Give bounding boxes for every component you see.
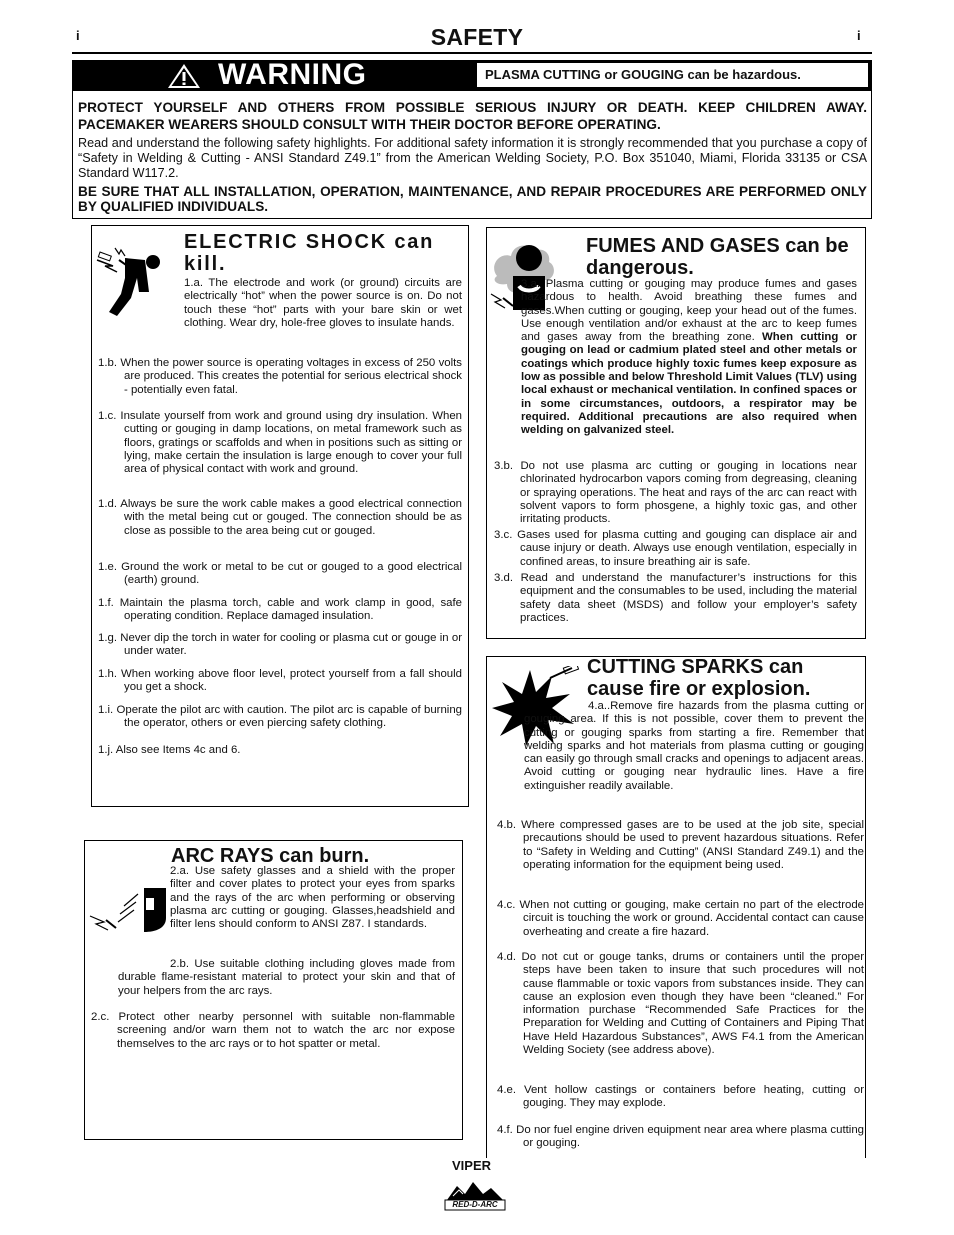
electric-item-1b: 1.b. When the power source is operating voltages in excess of 250 volts are produced. This creates the potential for serious electrical shock - potentially even fatal.: [98, 357, 462, 396]
sparks-item-4f: 4.f. Do nor fuel engine driven equipment near area where plasma cutting or gouging.: [497, 1124, 864, 1150]
electric-item-1h: 1.h. When working above floor level, protect yourself from a fall should you get a shock.: [98, 668, 462, 694]
sparks-item-4d: 4.d. Do not cut or gouge tanks, drums or containers until the proper steps have been taken to insure that such procedures will not cause flammable or toxic vapors from substances inside. They can cause an explosion even though they have been “cleaned.” For information purchase “Recommended Safe Practices for the Preparation for Welding and Cutting of Containers and Piping That Have Held Hazardous Substances”, AWS F4.1 from the American Welding Society (see address above).: [497, 951, 864, 1057]
fumes-item-3a-text: 3.a. Plasma cutting or gouging may produce fumes and gases hazardous to health. Avoid breathing these fumes and gases.When cutting or gouging, keep your head out of the fumes. Use enough ventilation and/or exhaust at the arc to keep fumes and gases away from the breathing zone.: [521, 278, 857, 344]
fumes-item-3d: 3.d. Read and understand the manufacturer’s instructions for this equipment and the consumables to be used, including the material safety data sheet (MSDS) and follow your employer’s safety practices.: [494, 572, 857, 624]
fumes-item-3a-bold: When cutting or gouging on lead or cadmium plated steel and other metals or coatings which produce highly toxic fumes keep exposure as low as possible and below Threshold Limit Values (TLV) using local exhaust or mechanical ventilation. In confined spaces or in some circumstances, outdoors, a respirator may be required. Additional precautions are also required when welding on galvanized steel.: [521, 331, 857, 437]
electric-shock-heading: ELECTRIC SHOCK can kill.: [184, 231, 435, 275]
electric-item-1g: 1.g. Never dip the torch in water for cooling or plasma cut or gouge in or under water.: [98, 632, 462, 658]
page-number-left: i: [76, 28, 80, 43]
logo-text: RED-D-ARC: [452, 1200, 498, 1209]
fumes-heading: FUMES AND GASES can be dangerous.: [586, 235, 849, 279]
red-d-arc-logo: [443, 1176, 507, 1212]
page-title: SAFETY: [430, 24, 524, 50]
footer-model: VIPER: [452, 1158, 492, 1173]
warning-triangle-icon: [167, 63, 201, 89]
sparks-item-4b: 4.b. Where compressed gases are to be used at the job site, special precautions should be used to prevent hazardous situations. Refer to “Safety in Welding and Cutting” (ANSI Standard Z49.1) and the operating information for the equipment being used.: [497, 819, 864, 871]
electric-item-1a: 1.a. The electrode and work (or ground) circuits are electrically “hot” when the power source is on. Do not touch these “hot” parts with your bare skin or wet clothing. Wear dry, hole-free gloves to insulate hands.: [184, 277, 462, 329]
arc-item-2b: 2.b. Use suitable clothing including gloves made from durable flame-resistant material to protect your skin and that of your helpers from the arc rays.: [118, 958, 455, 997]
warning-paragraph-bold-3: BE SURE THAT ALL INSTALLATION, OPERATION, MAINTENANCE, AND REPAIR PROCEDURES ARE PERFORMED ONLY BY QUALIFIED INDIVIDUALS.: [78, 184, 867, 214]
fumes-item-3c: 3.c. Gases used for plasma cutting and gouging can displace air and cause injury or death. Always use enough ventilation, especially in confined areas, to insure breathing air is safe.: [494, 529, 857, 568]
sparks-item-4a: 4.a..Remove fire hazards from the plasma cutting or gouging area. If this is not possible, cover them to prevent the cutting or gouging sparks from starting a fire. Remember that welding sparks and hot materials from plasma cutting or gouging can easily go through small cracks and openings to adjacent areas. Avoid cutting or gouging near hydraulic lines. Have a fire extinguisher readily available.: [524, 700, 864, 792]
arc-rays-icon: [88, 884, 170, 946]
warning-word: WARNING: [218, 58, 367, 91]
electric-shock-icon: [95, 240, 175, 320]
fumes-item-3b: 3.b. Do not use plasma arc cutting or gouging in locations near chlorinated hydrocarbon vapors coming from degreasing, cleaning or spraying operations. The heat and rays of the arc can react with solvent vapors to form phosgene, a highly toxic gas, and other irritating products.: [494, 460, 857, 526]
sparks-item-4c: 4.c. When not cutting or gouging, make certain no part of the electrode circuit is touching the work or ground. Accidental contact can cause overheating and create a fire hazard.: [497, 899, 864, 938]
fumes-item-3a: [521, 278, 857, 438]
arc-item-2c: 2.c. Protect other nearby personnel with suitable non-flammable screening and/or warn them not to watch the arc nor expose themselves to the arc rays or to hot spatter or metal.: [91, 1011, 455, 1050]
electric-item-1f: 1.f. Maintain the plasma torch, cable and work clamp in good, safe operating condition. Replace damaged insulation.: [98, 597, 462, 623]
electric-item-1j: 1.j. Also see Items 4c and 6.: [98, 744, 241, 756]
page-number-right: i: [857, 28, 861, 43]
warning-paragraph-2: Read and understand the following safety highlights. For additional safety information it is strongly recommended that you purchase a copy of “Safety in Welding & Cutting - ANSI Standard Z49.1” from the American Welding Society, P.O. Box 351040, Miami, Florida 33135 or CSA Standard W117.2.: [78, 136, 867, 180]
header-rule: [72, 52, 872, 54]
electric-item-1i: 1.i. Operate the pilot arc with caution. The pilot arc is capable of burning the operator, others or even piercing safety clothing.: [98, 704, 462, 730]
warning-paragraph-bold-1: PROTECT YOURSELF AND OTHERS FROM POSSIBLE SERIOUS INJURY OR DEATH. KEEP CHILDREN AWAY. PACEMAKER WEARERS SHOULD CONSULT WITH THEIR DOCTOR BEFORE OPERATING.: [78, 100, 867, 132]
electric-item-1e: 1.e. Ground the work or metal to be cut or gouged to a good electrical (earth) ground.: [98, 561, 462, 587]
warning-badge: PLASMA CUTTING or GOUGING can be hazardous.: [477, 63, 868, 87]
arc-item-2a: 2.a. Use safety glasses and a shield with the proper filter and cover plates to protect your eyes from sparks and the rays of the arc when performing or observing plasma arc cutting or gouging. Glasses,headshield and filter lens should conform to ANSI Z87. I standards.: [170, 865, 455, 931]
electric-item-1d: 1.d. Always be sure the work cable makes a good electrical connection with the metal being cut or gouged. The connection should be as close as possible to the area being cut or gouged.: [98, 498, 462, 537]
cutting-sparks-heading: CUTTING SPARKS can cause fire or explosion.: [587, 656, 811, 700]
sparks-item-4e: 4.e. Vent hollow castings or containers before heating, cutting or gouging. They may explode.: [497, 1084, 864, 1110]
electric-item-1c: 1.c. Insulate yourself from work and ground using dry insulation. When cutting or gouging in damp locations, on metal framework such as floors, gratings or scaffolds and when in positions such as sitting or lying, make certain the insulation is large enough to cover your full area of physical contact with work and ground.: [98, 410, 462, 476]
arc-rays-heading: ARC RAYS can burn.: [171, 845, 370, 867]
